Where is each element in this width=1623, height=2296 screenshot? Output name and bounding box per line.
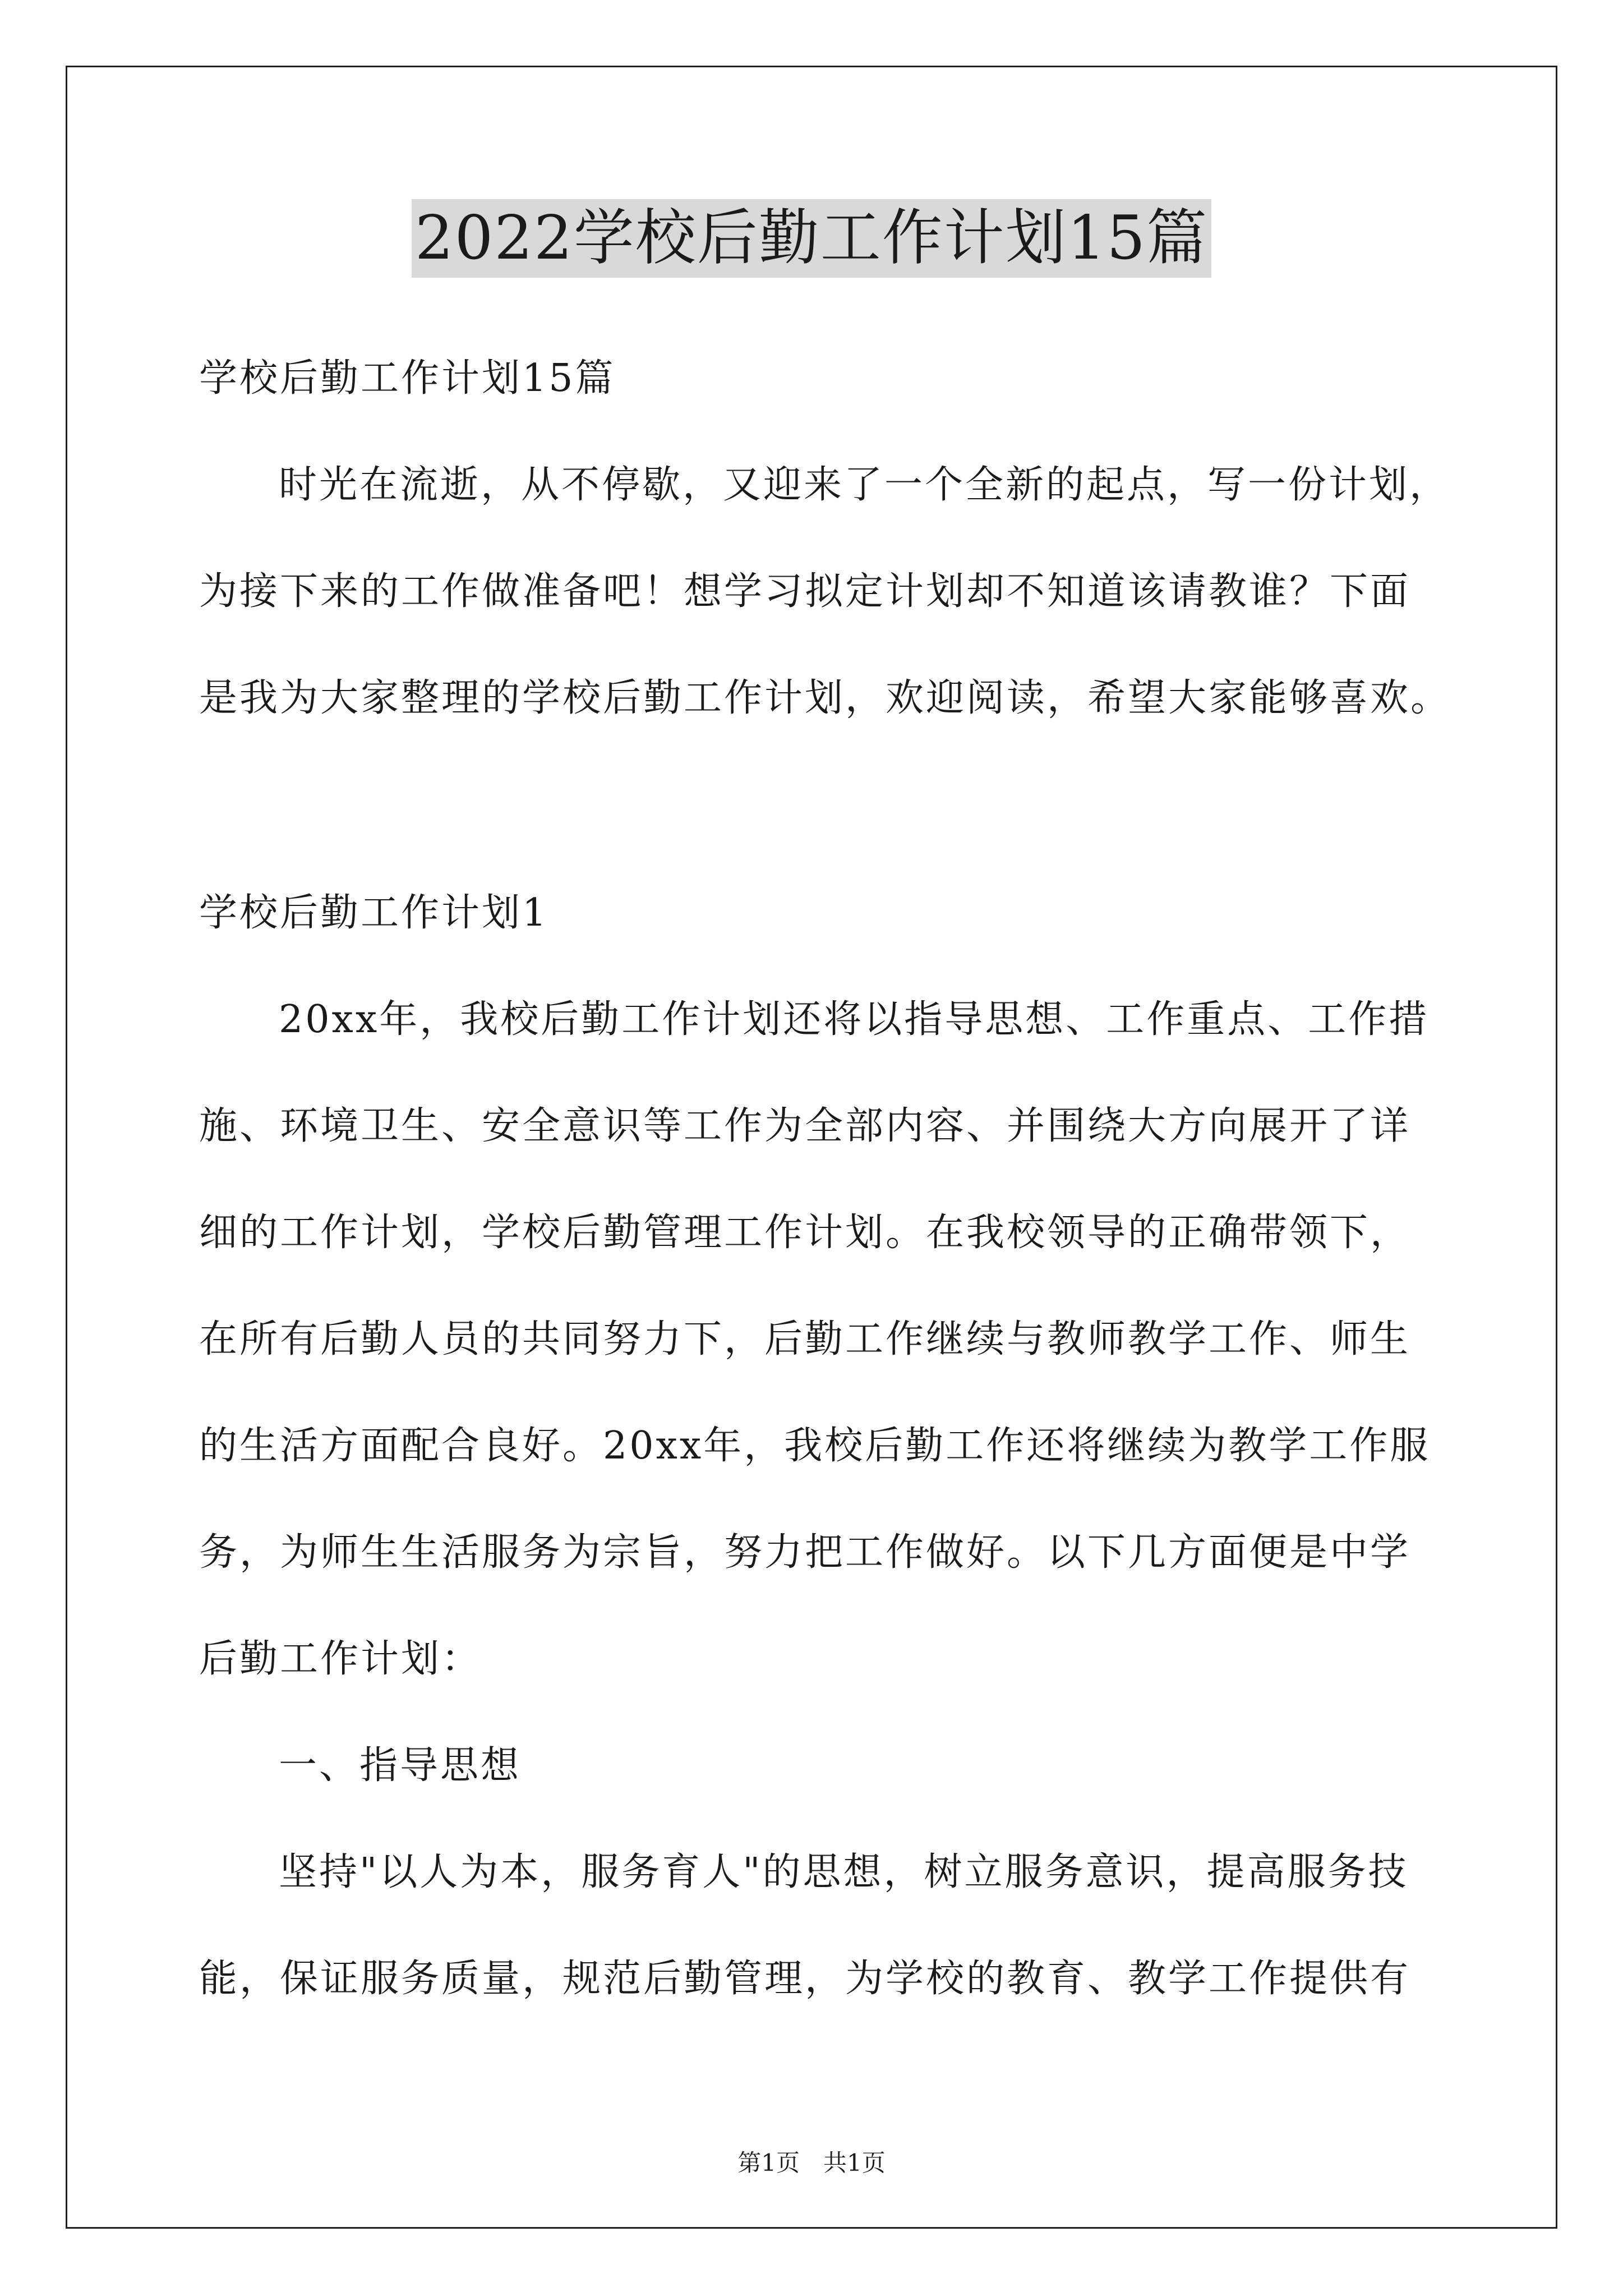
title-container xyxy=(0,199,1623,278)
intro-line: 是我为大家整理的学校后勤工作计划，欢迎阅读，希望大家能够喜欢。 xyxy=(199,676,1451,720)
document-subtitle: 学校后勤工作计划15篇 xyxy=(199,356,616,401)
intro-line: 时光在流逝，从不停歇，又迎来了一个全新的起点，写一份计划， xyxy=(279,463,1450,507)
intro-line: 为接下来的工作做准备吧！想学习拟定计划却不知道该请教谁？下面 xyxy=(199,569,1411,614)
document-title: 2022学校后勤工作计划15篇 xyxy=(412,199,1211,278)
body-line: 施、环境卫生、安全意识等工作为全部内容、并围绕大方向展开了详 xyxy=(199,1104,1411,1148)
guide-line: 能，保证服务质量，规范后勤管理，为学校的教育、教学工作提供有 xyxy=(199,1957,1411,2001)
body-line: 在所有后勤人员的共同努力下，后勤工作继续与教师教学工作、师生 xyxy=(199,1317,1411,1361)
section-heading: 学校后勤工作计划1 xyxy=(199,891,549,935)
body-line: 的生活方面配合良好。20xx年，我校后勤工作还将继续为教学工作服 xyxy=(199,1424,1431,1468)
body-line: 务，为师生生活服务为宗旨，努力把工作做好。以下几方面便是中学 xyxy=(199,1530,1411,1575)
body-line: 20xx年，我校后勤工作计划还将以指导思想、工作重点、工作措 xyxy=(279,997,1430,1042)
guide-line: 坚持"以人为本，服务育人"的思想，树立服务意识，提高服务技 xyxy=(279,1850,1409,1894)
page-footer: 第1页 共1页 xyxy=(737,2149,886,2177)
body-line: 细的工作计划，学校后勤管理工作计划。在我校领导的正确带领下， xyxy=(199,1211,1411,1255)
body-line: 后勤工作计划： xyxy=(199,1637,482,1681)
subheading: 一、指导思想 xyxy=(279,1743,522,1788)
